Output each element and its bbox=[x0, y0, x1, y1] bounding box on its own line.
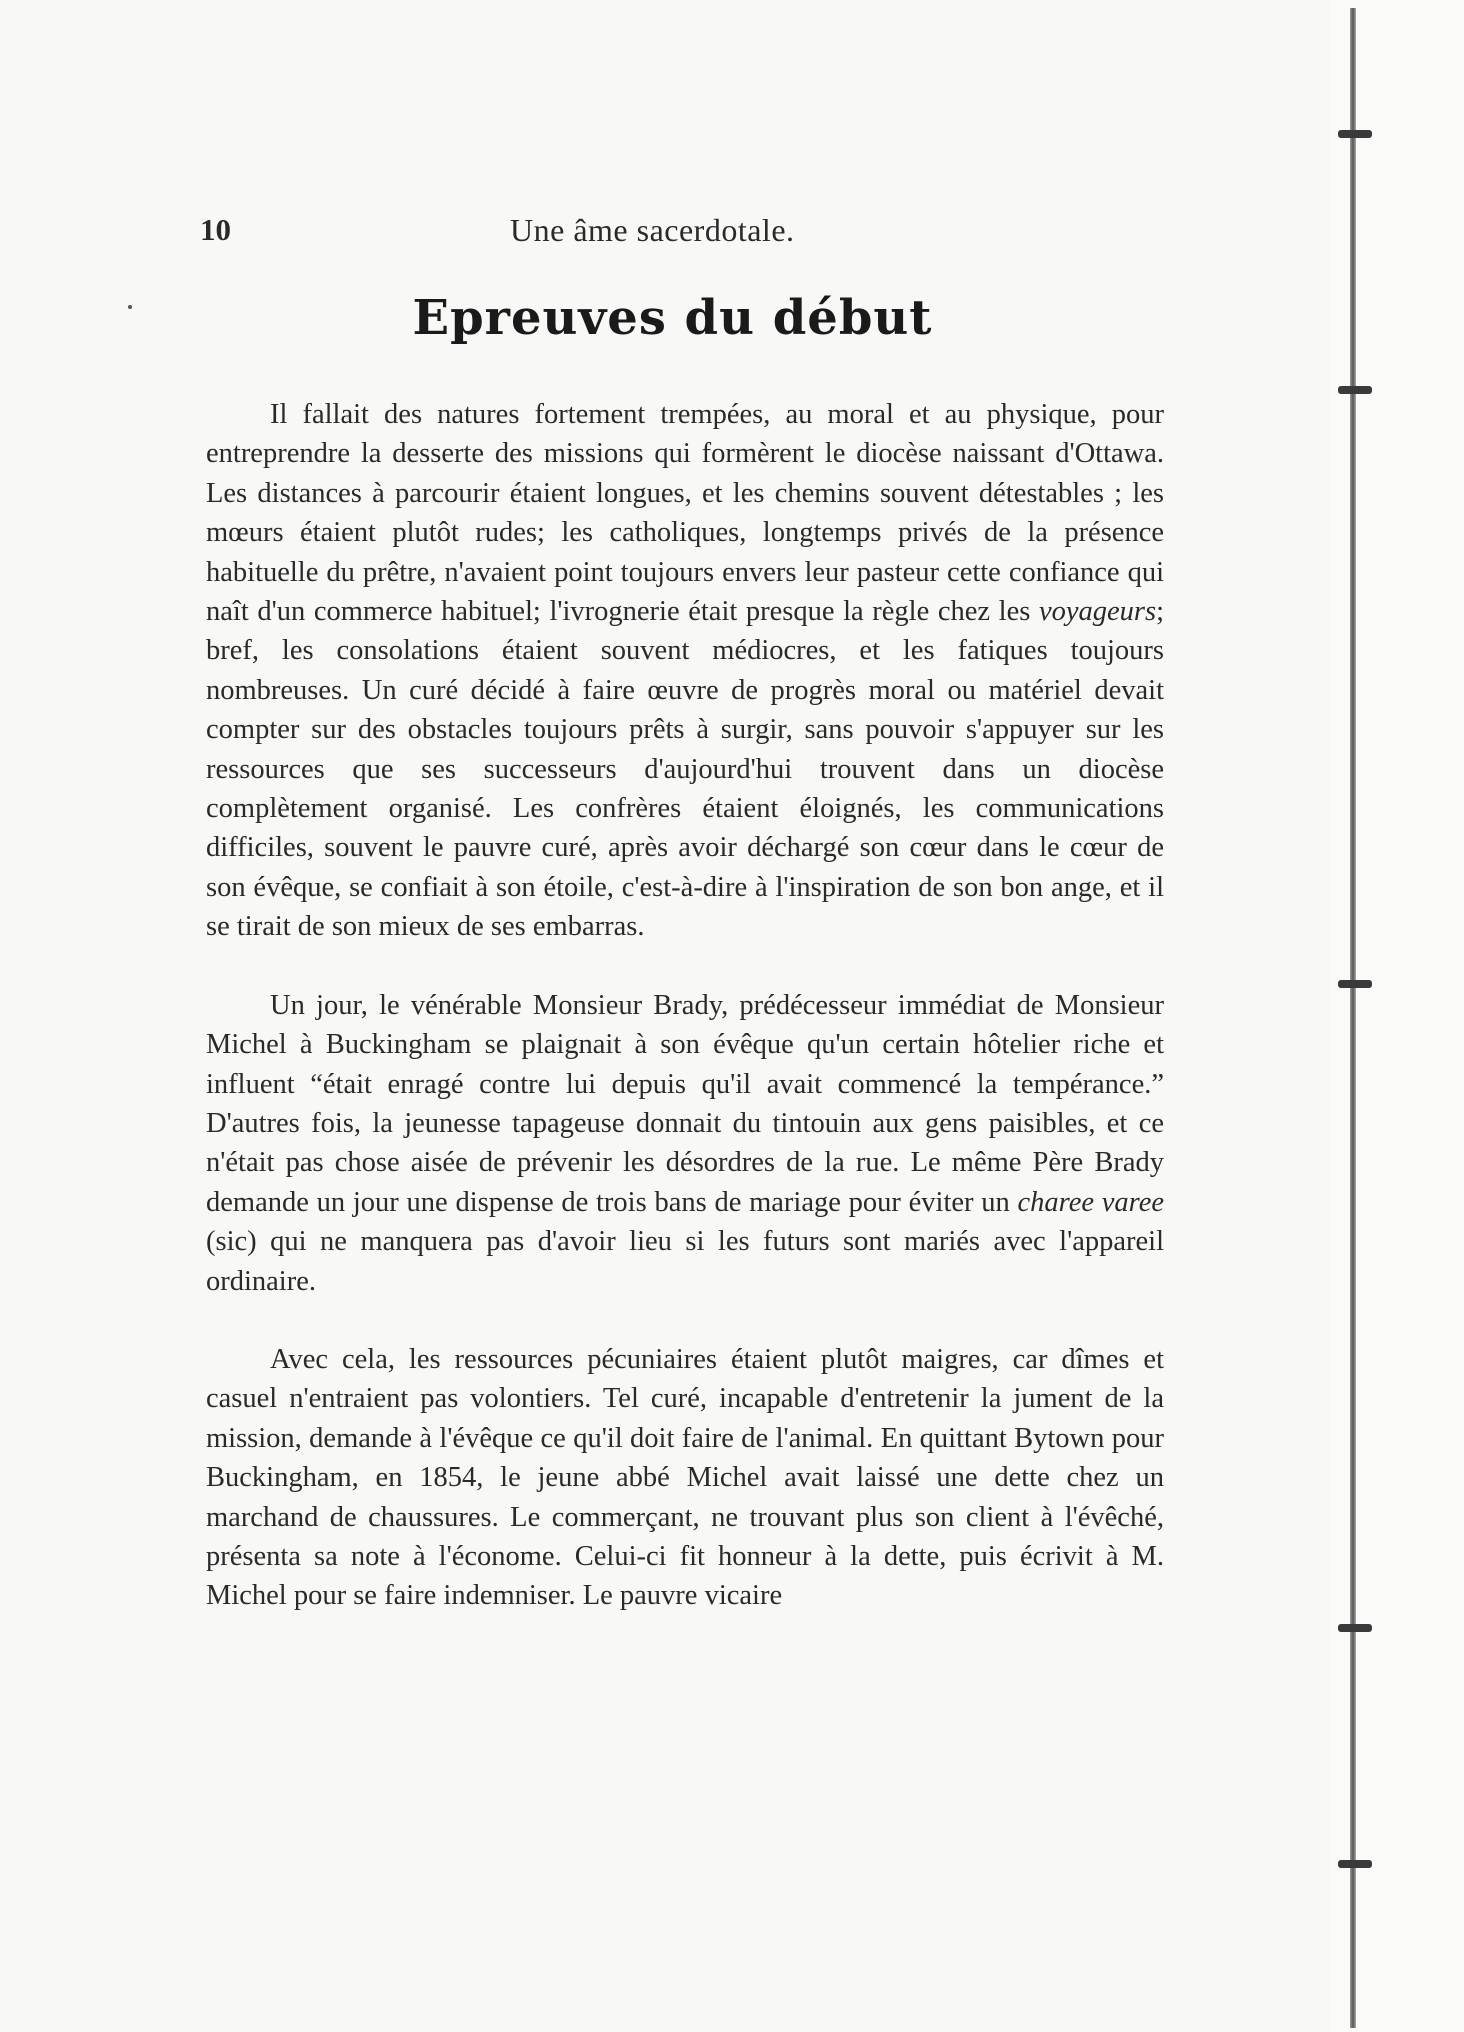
body-text bbox=[206, 395, 1164, 1616]
binding-mark bbox=[1338, 386, 1372, 394]
paragraph-3: Avec cela, les ressources pécuniaires étaient plutôt maigres, car dîmes et casuel n'entraient pas volontiers. Tel curé, incapable d'entretenir la jument de la mission, demande à l'évêque ce qu'il doit faire de l'animal. En quittant Bytown pour Buckingham, en 1854, le jeune abbé Michel avait laissé une dette chez un marchand de chaussures. Le commerçant, ne trouvant plus son client à l'évêché, présenta sa note à l'économe. Celui-ci fit honneur à la dette, puis écrivit à M. Michel pour se faire indemniser. Le pauvre vicaire bbox=[206, 1343, 1164, 1612]
binding-mark bbox=[1338, 1624, 1372, 1632]
binding-mark bbox=[1338, 130, 1372, 138]
running-head bbox=[200, 212, 1145, 256]
page-number: 10 bbox=[200, 212, 231, 247]
speck-mark bbox=[128, 305, 132, 309]
binding-edge-line bbox=[1350, 8, 1356, 2028]
paragraph-1: Il fallait des natures fortement trempées, au moral et au physique, pour entreprendre la desserte des missions qui formèrent le diocèse naissant d'Ottawa. Les distances à parcourir étaient longues, et les chemins souvent détestables ; les mœurs étaient plutôt rudes; les catholiques, longtemps privés de la présence habituelle du prêtre, n'avaient point toujours envers leur pasteur cette confiance qui naît d'un commerce habituel; l'ivrognerie était presque la règle chez les voyageurs; bref, les consolations étaient souvent médiocres, et les fatiques toujours nombreuses. Un curé décidé à faire œuvre de progrès moral ou matériel devait compter sur des obstacles toujours prêts à surgir, sans pouvoir s'appuyer sur les ressources que ses successeurs d'aujourd'hui trouvent dans un diocèse complètement organisé. Les confrères étaient éloignés, les communications difficiles, souvent le pauvre curé, après avoir déchargé son cœur dans le cœur de son évêque, se confiait à son étoile, c'est-à-dire à l'inspiration de son bon ange, et il se tirait de son mieux de ses embarras. bbox=[206, 399, 1164, 943]
binding-mark bbox=[1338, 1860, 1372, 1868]
italic-term: charee varee bbox=[1017, 1186, 1164, 1218]
binding-mark bbox=[1338, 980, 1372, 988]
italic-term: voyageurs bbox=[1038, 596, 1157, 628]
chapter-title: Epreuves du début bbox=[412, 290, 933, 346]
paragraph-2: Un jour, le vénérable Monsieur Brady, prédécesseur immédiat de Monsieur Michel à Buckingham se plaignait à son évêque qu'un certain hôtelier riche et influent “était enragé contre lui depuis qu'il avait commencé la tempérance.” D'autres fois, la jeunesse tapageuse donnait du tintouin aux gens paisibles, et ce n'était pas chose aisée de prévenir les désordres de la rue. Le même Père Brady demande un jour une dispense de trois bans de mariage pour éviter un charee varee (sic) qui ne manquera pas d'avoir lieu si les futurs sont mariés avec l'appareil ordinaire. bbox=[206, 989, 1164, 1297]
running-title: Une âme sacerdotale. bbox=[510, 212, 795, 248]
